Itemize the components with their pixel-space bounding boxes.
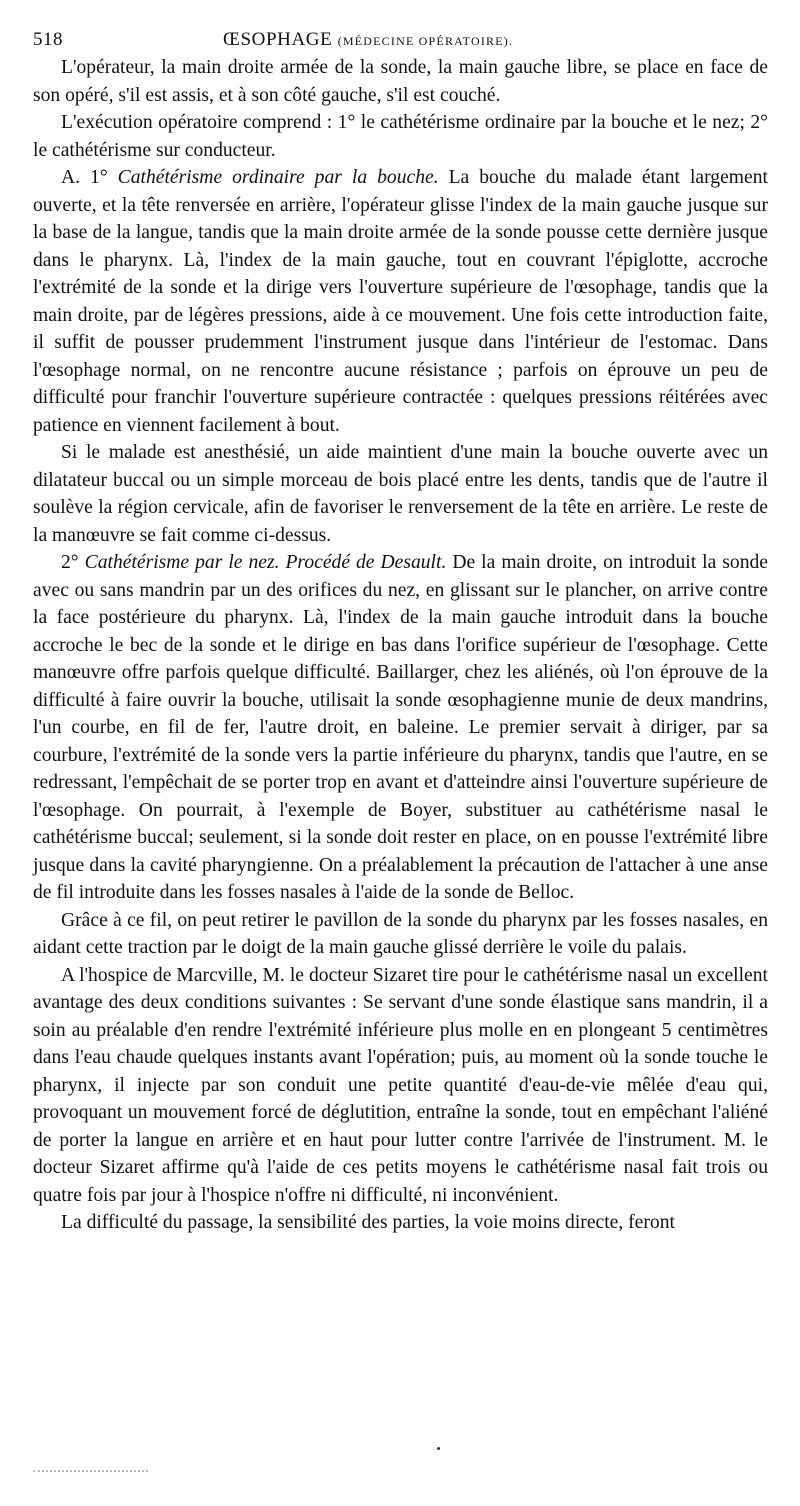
paragraph-text: La difficulté du passage, la sensibilité des parties, la voie moins directe, feront [61, 1212, 675, 1233]
paragraph-execution [33, 109, 768, 164]
paragraph-operator-position [33, 54, 768, 109]
ink-speck [437, 1447, 440, 1450]
page [33, 26, 768, 1237]
paragraph-text: De la main droite, on introduit la sonde avec ou sans mandrin par un des orifices du nez, en glissant sur le plancher, on arrive contre la face postérieure du pharynx. Là, l'index de la main gauche introduit dans la bouche accroche le bec de la sonde et le dirige en bas dans l'orifice supérieur de l'œsophage. Cette manœuvre offre parfois quelque difficulté. Baillarger, chez les aliénés, où l'on éprouve de la difficulté à faire ouvrir la bouche, utilisait la sonde œsophagienne munie de deux mandrins, l'un courbe, en fil de fer, l'autre droit, en baleine. Le premier servait à diriger, par sa courbure, l'extrémité de la sonde vers la partie inférieure du pharynx, tandis que l'autre, en se redressant, l'empêchait de se porter trop en avant et d'atteindre ainsi l'ouverture supérieure de l'œsophage. On pourrait, à l'exemple de Boyer, substituer au cathétérisme nasal le cathétérisme buccal; seulement, si la sonde doit rester en place, on en pousse l'extrémité libre jusque dans la cavité pharyngienne. On a préalablement la précaution de l'attacher à une anse de fil introduite dans les fosses nasales à l'aide de la sonde de Belloc. [33, 552, 768, 903]
page-number: 518 [33, 29, 63, 50]
paragraph-thread [33, 907, 768, 962]
paragraph-text: Grâce à ce fil, on peut retirer le pavillon de la sonde du pharynx par les fosses nasales, en aidant cette traction par le doigt de la main gauche glissé derrière le voile du palais. [33, 909, 768, 958]
section-number: 2° [61, 552, 79, 573]
running-title-subtitle: (MÉDECINE OPÉRATOIRE). [337, 34, 514, 48]
paragraph-catheterism-mouth [33, 164, 768, 439]
paragraph-text: Si le malade est anesthésié, un aide maintient d'une main la bouche ouverte avec un dilatateur buccal ou un simple morceau de bois placé entre les dents, tandis que de l'autre il soulève la région cervicale, afin de favoriser le renversement de la tête en arrière. Le reste de la manœuvre se fait comme ci-dessus. [33, 442, 768, 546]
running-head [33, 26, 768, 54]
paragraph-text: La bouche du malade étant largement ouverte, et la tête renversée en arrière, l'opérateur glisse l'index de la main gauche jusque sur la base de la langue, tandis que la main droite armée de la sonde pousse cette dernière jusque dans le pharynx. Là, l'index de la main gauche, tout en couvrant l'épiglotte, accroche l'extrémité de la sonde et la dirige vers l'ouverture supérieure de l'œsophage, tandis que la main droite, par de légères pressions, aide à ce mouvement. Une fois cette introduction faite, il suffit de pousser prudemment l'instrument jusque dans l'intérieur de l'estomac. Dans l'œsophage normal, on ne rencontre aucune résistance ; parfois on éprouve un peu de difficulté pour franchir l'ouverture supérieure contractée : quelques pressions réitérées avec patience en viennent facilement à bout. [33, 167, 768, 436]
paragraph-text: A l'hospice de Marcville, M. le docteur Sizaret tire pour le cathétérisme nasal un excellent avantage des deux conditions suivantes : Se servant d'une sonde élastique sans mandrin, il a soin au préalable d'en rendre l'extrémité inférieure plus molle en en plongeant 5 centimètres dans l'eau chaude quelques instants avant l'opération; puis, au moment où la sonde touche le pharynx, il injecte par son conduit une petite quantité d'eau-de-vie mêlée d'eau qui, provoquant un mouvement forcé de déglutition, entraîne la sonde, tout en empêchant l'aliéné de porter la langue en arrière et en haut pour lutter contre l'arrivée de l'instrument. M. le docteur Sizaret affirme qu'à l'aide de ces petits moyens le cathétérisme nasal fait trois ou quatre fois par jour à l'hospice n'offre ni difficulté, ni inconvénient. [33, 964, 768, 1206]
paragraph-catheterism-nose [33, 549, 768, 907]
paragraph-text: L'exécution opératoire comprend : 1° le cathétérisme ordinaire par la bouche et le nez; 2° le cathétérisme sur conducteur. [33, 112, 768, 161]
section-heading: Cathétérisme par le nez. Procédé de Desault. [84, 552, 447, 573]
paragraph-sizaret [33, 962, 768, 1210]
paragraph-anesthesia [33, 439, 768, 549]
section-heading: Cathétérisme ordinaire par la bouche. [117, 167, 439, 188]
footer-rule [33, 1470, 148, 1474]
paragraph-text: L'opérateur, la main droite armée de la sonde, la main gauche libre, se place en face de son opéré, s'il est assis, et à son côté gauche, s'il est couché. [33, 57, 768, 106]
running-title-main: ŒSOPHAGE [223, 29, 333, 50]
paragraph-difficulty [33, 1209, 768, 1237]
running-title [223, 26, 513, 55]
section-number: A. 1° [61, 167, 108, 188]
